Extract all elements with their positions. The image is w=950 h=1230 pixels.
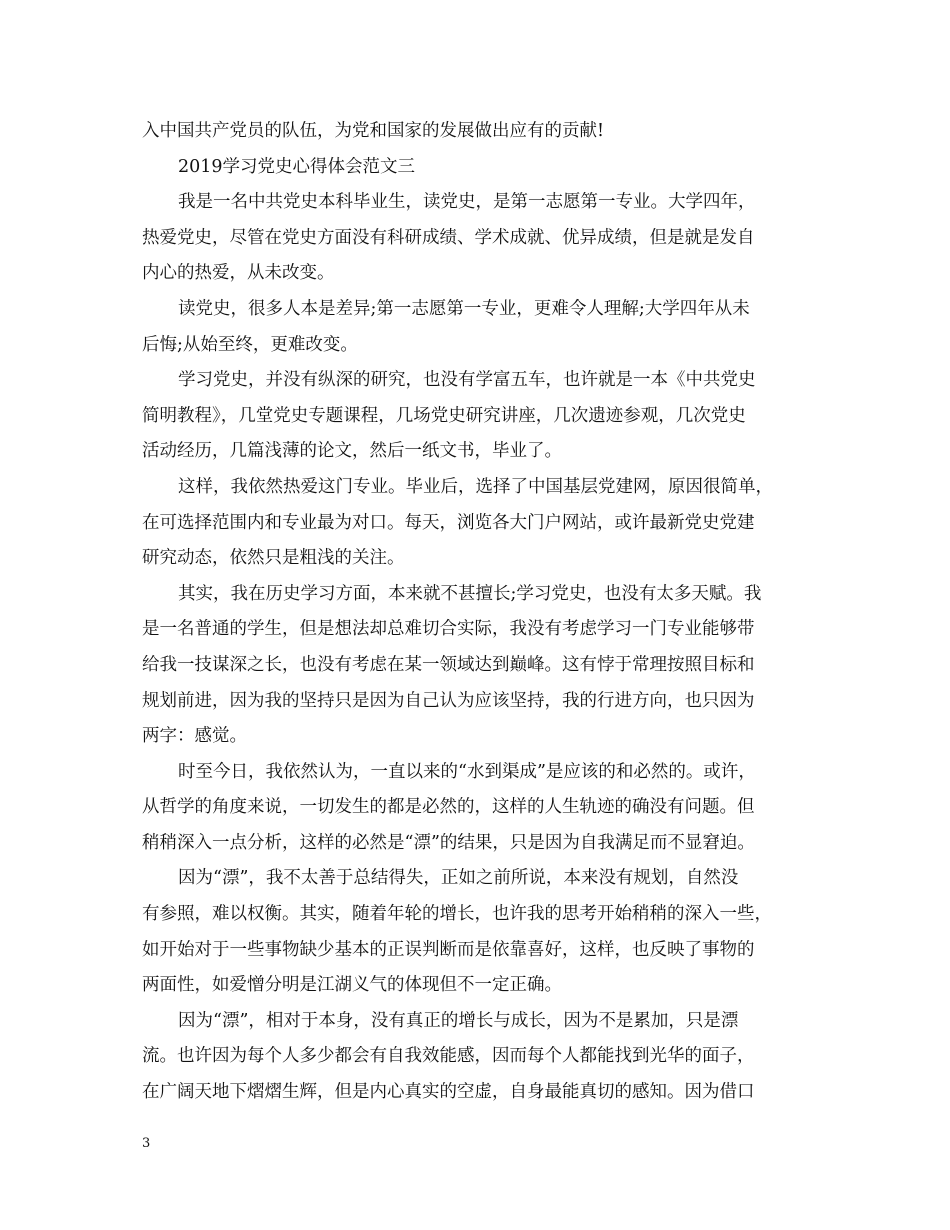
text-line: 是一名普通的学生，但是想法却总难切合实际，我没有考虑学习一门专业能够带 (142, 619, 755, 640)
text-line: 后悔;从始至终，更难改变。 (142, 334, 358, 355)
text-line: 在可选择范围内和专业最为对口。每天，浏览各大门户网站，或许最新党史党建 (142, 512, 755, 533)
document-body (142, 114, 824, 1111)
text-line: 因为“漂”，我不太善于总结得失，正如之前所说，本来没有规划，自然没 (178, 868, 739, 889)
text-line: 规划前进，因为我的坚持只是因为自己认为应该坚持，我的行进方向，也只因为 (142, 690, 755, 711)
text-line: 内心的热爱，从未改变。 (142, 263, 335, 284)
text-line: 热爱党史，尽管在党史方面没有科研成绩、学术成就、优异成绩，但是就是发自 (142, 227, 755, 248)
text-line: 其实，我在历史学习方面，本来就不甚擅长;学习党史，也没有太多天赋。我 (178, 583, 762, 604)
text-line: 两字：感觉。 (142, 726, 247, 747)
text-line: 研究动态，依然只是粗浅的关注。 (142, 548, 405, 569)
text-line: 我是一名中共党史本科毕业生，读党史，是第一志愿第一专业。大学四年， (178, 192, 756, 213)
text-line: 时至今日，我依然认为，一直以来的“水到渠成”是应该的和必然的。或许， (178, 761, 756, 782)
page-number: 3 (142, 1136, 151, 1151)
text-line: 入中国共产党员的队伍，为党和国家的发展做出应有的贡献! (142, 121, 605, 141)
text-line: 学习党史，并没有纵深的研究，也没有学富五车，也许就是一本《中共党史 (178, 370, 756, 391)
text-line: 在广阔天地下熠熠生辉，但是内心真实的空虚，自身最能真切的感知。因为借口 (142, 1082, 755, 1103)
text-line: 读党史，很多人本是差异;第一志愿第一专业，更难令人理解;大学四年从未 (178, 298, 750, 319)
text-line: 从哲学的角度来说，一切发生的都是必然的，这样的人生轨迹的确没有问题。但 (142, 797, 755, 818)
text-line: 给我一技谋深之长，也没有考虑在某一领域达到巅峰。这有悖于常理按照目标和 (142, 654, 755, 675)
text-line: 如开始对于一些事物缺少基本的正误判断而是依靠喜好，这样，也反映了事物的 (142, 939, 755, 960)
text-line: 因为“漂”，相对于本身，没有真正的增长与成长，因为不是累加，只是漂 (178, 1010, 739, 1031)
text-line: 流。也许因为每个人多少都会有自我效能感，因而每个人都能找到光华的面子， (142, 1046, 755, 1067)
text-line: 简明教程》，几堂党史专题课程，几场党史研究讲座，几次遗迹参观，几次党史 (142, 405, 746, 426)
text-line: 稍稍深入一点分析，这样的必然是“漂”的结果，只是因为自我满足而不显窘迫。 (142, 832, 755, 853)
text-line: 2019学习党史心得体会范文三 (178, 156, 416, 177)
text-line: 有参照，难以权衡。其实，随着年轮的增长，也许我的思考开始稍稍的深入一些， (142, 904, 772, 925)
text-line: 两面性，如爱憎分明是江湖义气的体现但不一定正确。 (142, 975, 562, 996)
text-line: 活动经历，几篇浅薄的论文，然后一纸文书，毕业了。 (142, 441, 562, 462)
text-line: 这样，我依然热爱这门专业。毕业后，选择了中国基层党建网，原因很简单， (178, 476, 773, 497)
